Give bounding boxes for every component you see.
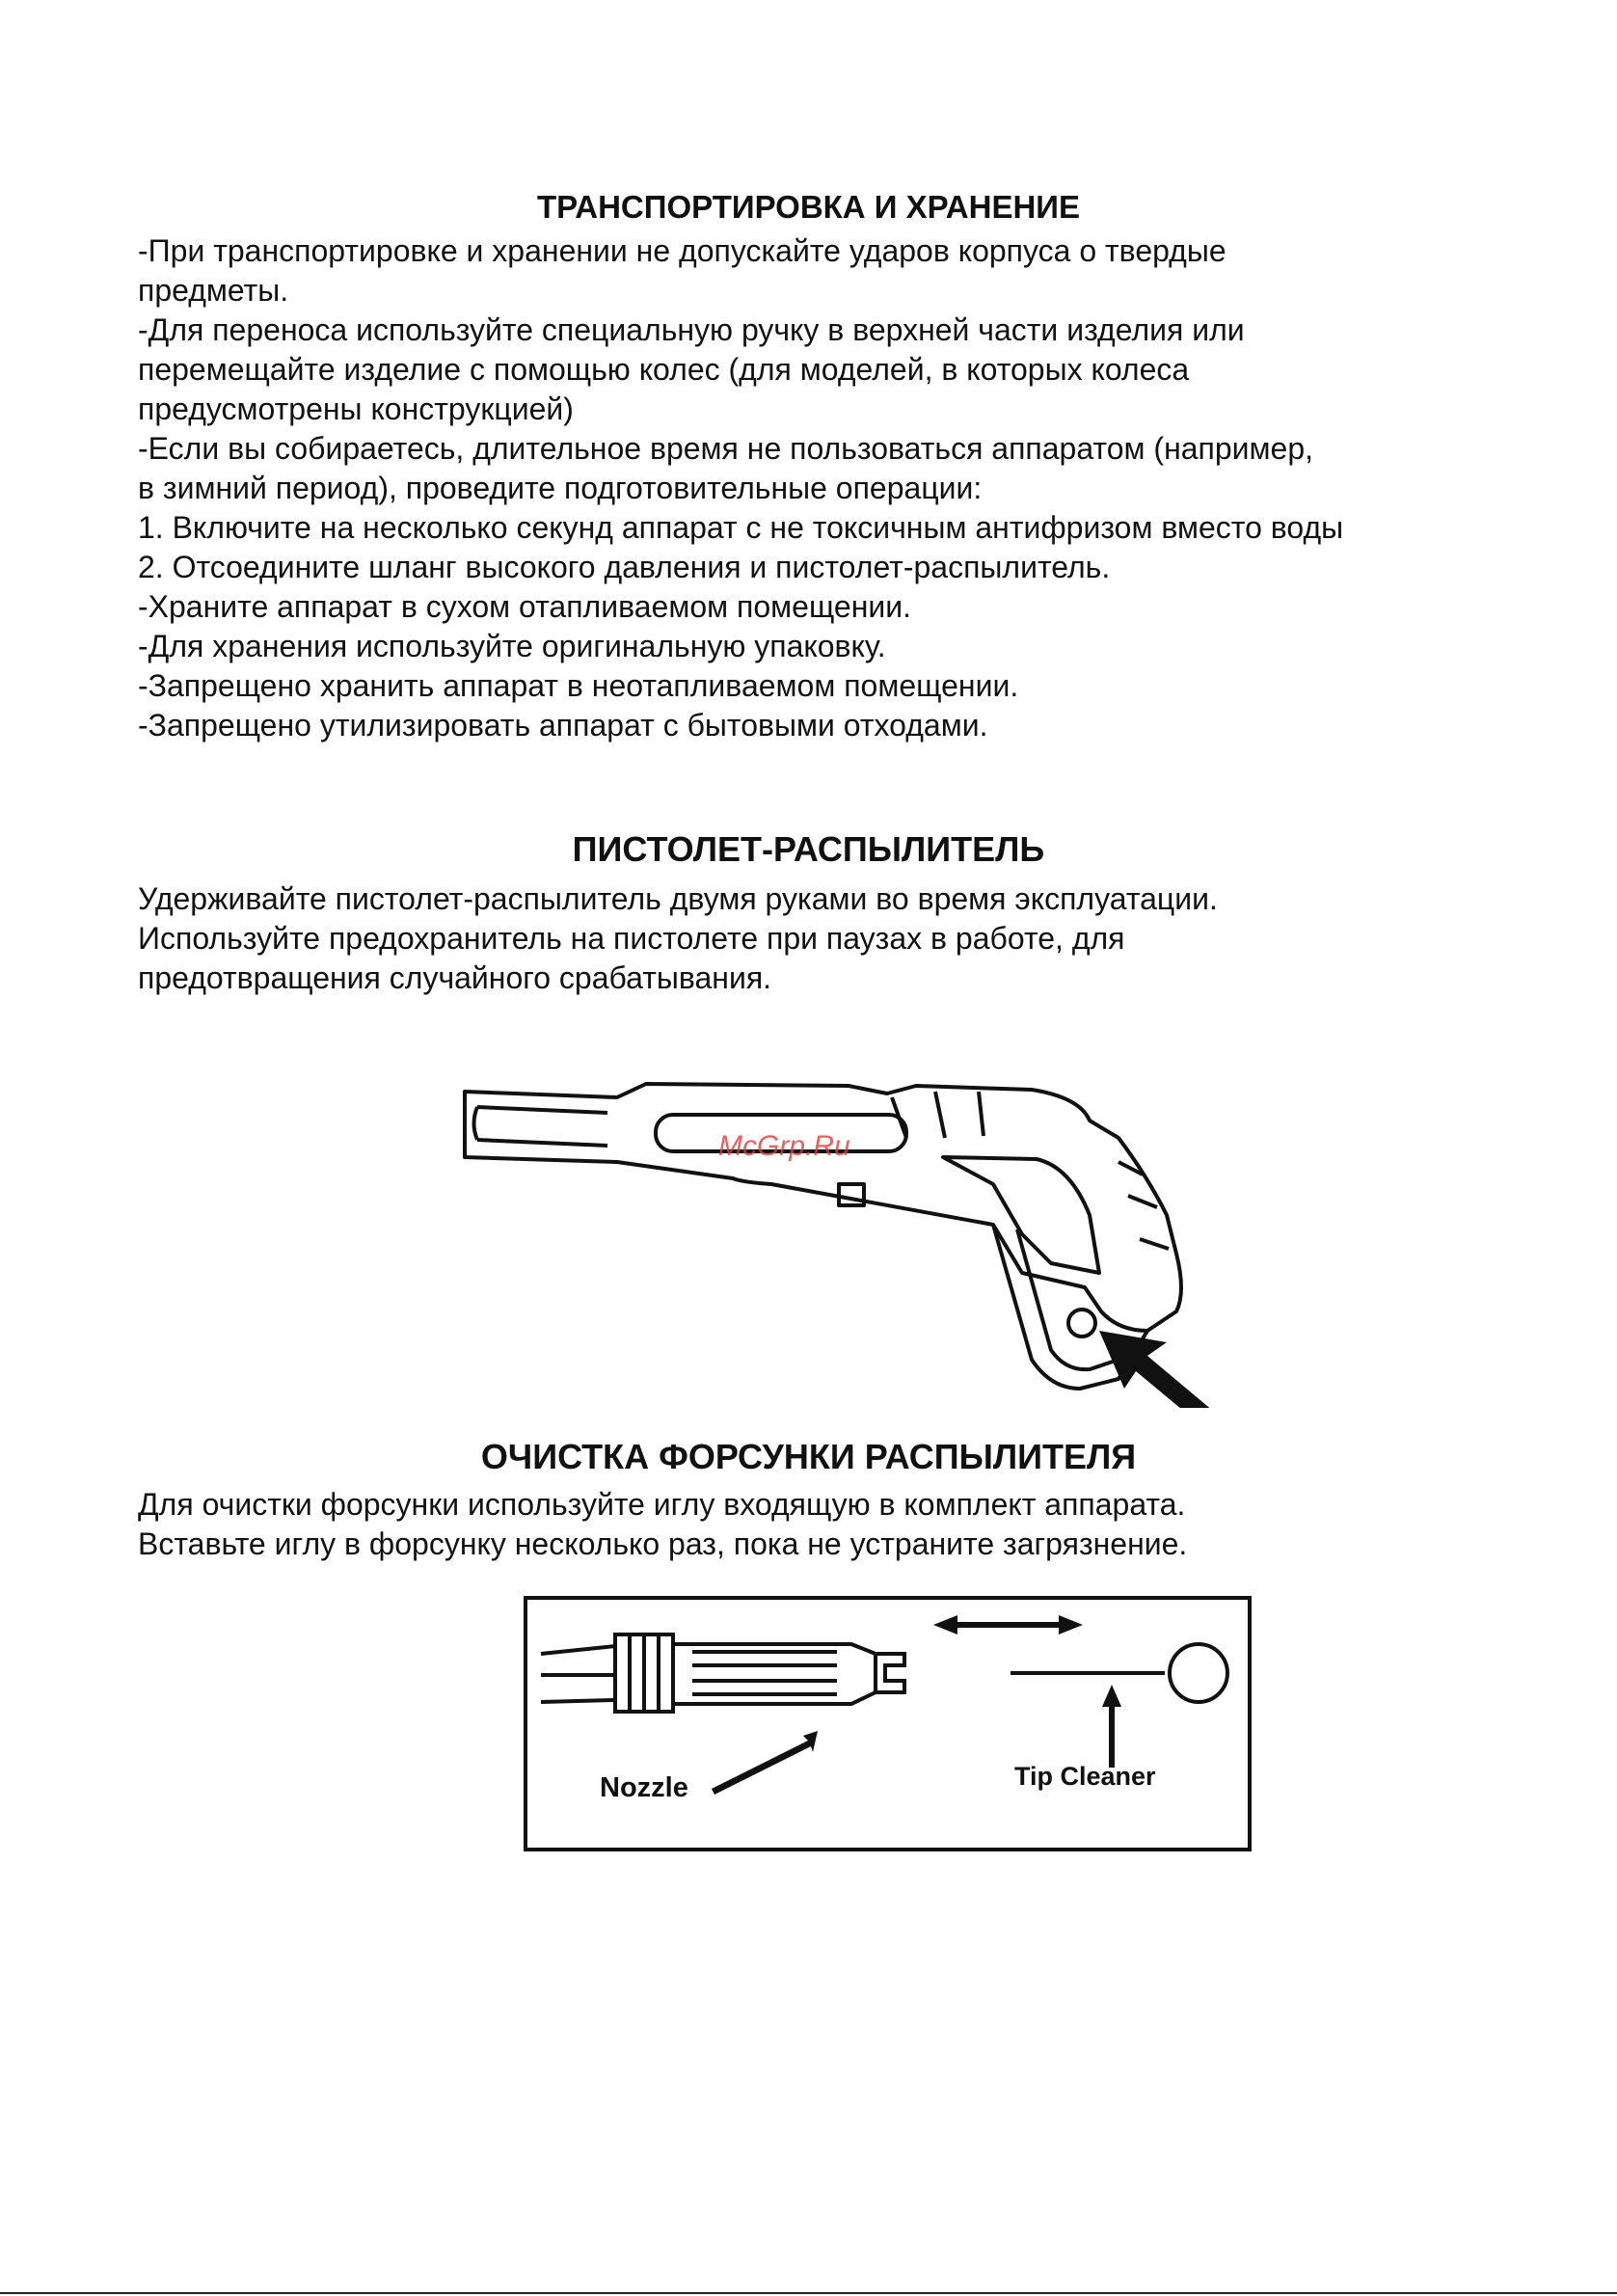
- nozzle-cleaning-illustration: [524, 1596, 1252, 1851]
- bottom-rule: [0, 2292, 1617, 2294]
- section-body-transport-storage: [138, 231, 1584, 745]
- text-line: -Для хранения используйте оригинальную упаковку.: [138, 629, 886, 663]
- text-line: -Если вы собираетесь, длительное время не пользоваться аппаратом (например,: [138, 431, 1314, 466]
- text-line: -Запрещено хранить аппарат в неотапливаемом помещении.: [138, 668, 1019, 703]
- tip-cleaner-label: Tip Cleaner: [1014, 1762, 1156, 1791]
- section-title-transport-storage: ТРАНСПОРТИРОВКА И ХРАНЕНИЕ: [536, 189, 1081, 225]
- text-line: -При транспортировке и хранении не допускайте ударов корпуса о твердые: [138, 233, 1226, 268]
- text-line: перемещайте изделие с помощью колес (для моделей, в которых колеса: [138, 352, 1190, 387]
- nozzle-label: Nozzle: [600, 1772, 688, 1803]
- text-line: предусмотрены конструкцией): [138, 392, 574, 426]
- section-title-nozzle-cleaning: ОЧИСТКА ФОРСУНКИ РАСПЫЛИТЕЛЯ: [480, 1437, 1137, 1476]
- text-line: Вставьте иглу в форсунку несколько раз, пока не устраните загрязнение.: [138, 1526, 1188, 1561]
- watermark: McGrp.Ru: [718, 1130, 850, 1162]
- text-line: -Для переноса используйте специальную ручку в верхней части изделия или: [138, 312, 1245, 347]
- text-line: 2. Отсоедините шланг высокого давления и пистолет-распылитель.: [138, 550, 1111, 584]
- section-title-spray-gun: ПИСТОЛЕТ-РАСПЫЛИТЕЛЬ: [572, 829, 1045, 869]
- text-line: 1. Включите на несколько секунд аппарат с не токсичным антифризом вместо воды: [138, 510, 1344, 545]
- text-line: -Запрещено утилизировать аппарат с бытовыми отходами.: [138, 708, 988, 743]
- spray-gun-illustration: [453, 1070, 1273, 1408]
- text-line: предметы.: [138, 273, 289, 308]
- text-line: предотвращения случайного срабатывания.: [138, 960, 772, 995]
- section-body-spray-gun: [138, 879, 1584, 998]
- text-line: -Храните аппарат в сухом отапливаемом помещении.: [138, 589, 912, 624]
- text-line: Удерживайте пистолет-распылитель двумя руками во время эксплуатации.: [138, 881, 1218, 916]
- text-line: Используйте предохранитель на пистолете при паузах в работе, для: [138, 921, 1125, 956]
- text-line: в зимний период), проведите подготовительные операции:: [138, 471, 983, 505]
- text-line: Для очистки форсунки используйте иглу входящую в комплект аппарата.: [138, 1487, 1186, 1522]
- section-body-nozzle-cleaning: [138, 1485, 1584, 1564]
